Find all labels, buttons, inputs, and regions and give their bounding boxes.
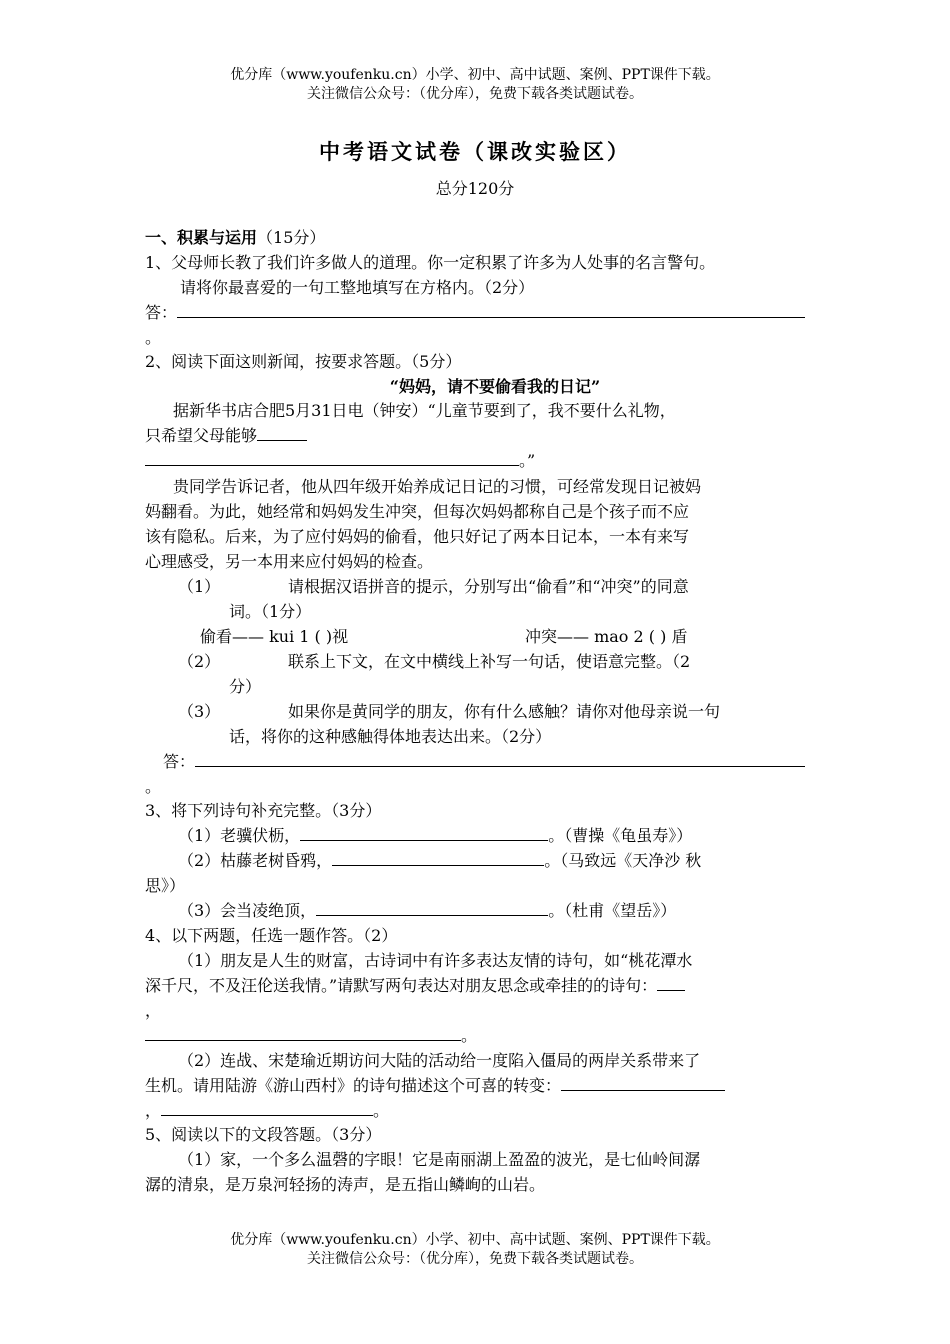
q2-sub1-line-1: 请根据汉语拼音的提示，分别写出“偷看”和“冲突”的同意 [288, 577, 689, 596]
news-p2-line-1: 贵同学告诉记者，他从四年级开始养成记日记的习惯，可经常发现日记被妈 [173, 477, 702, 496]
q4-item-2-line-2 [145, 1074, 725, 1098]
q3-item-3-source: 。（杜甫《望岳》） [548, 901, 677, 920]
pinyin-right: 冲突—— mao 2 ( ) 盾 [525, 627, 688, 646]
q4-item-2-text: 生机。请用陆游《游山西村》的诗句描述这个可喜的转变： [145, 1076, 562, 1095]
q4-item-1-line-1: （1）朋友是人生的财富，古诗词中有许多表达友情的诗句，如“桃花潭水 [178, 951, 693, 970]
q4-intro: 4、以下两题，任选一题作答。（2） [145, 926, 398, 945]
footer-line-2: 关注微信公众号：（优分库），免费下载各类试题试卷。 [307, 1251, 643, 1267]
q4-item-2-comma: ， [145, 1101, 162, 1120]
q3-item-3-blank[interactable] [316, 899, 548, 916]
q4-item-1-blank-a[interactable] [657, 974, 685, 991]
q4-comma: ， [145, 1001, 162, 1020]
q5-p1-line-2: 潺的清泉，是万泉河轻扬的涛声，是五指山鳞峋的山岩。 [145, 1175, 546, 1194]
q2-answer-row [163, 750, 805, 774]
q3-item-2 [178, 849, 701, 873]
q2-end-mark: 。 [145, 777, 162, 796]
q4-item-1-end: 。 [461, 1026, 478, 1045]
q4-item-1-blank-b[interactable] [145, 1024, 461, 1041]
q3-item-1-source: 。（曹操《龟虽寿》） [548, 826, 693, 845]
q3-item-2-cont: 思》） [145, 876, 186, 895]
news-p2-line-4: 心理感受，另一本用来应付妈妈的检查。 [145, 552, 434, 571]
total-score: 总分120分 [435, 179, 515, 198]
q3-item-3-text: （3）会当凌绝顶， [178, 901, 317, 920]
news-p1-line-3 [145, 449, 535, 473]
news-p2-line-3: 该有隐私。后来，为了应付妈妈的偷看，他只好记了两本日记本，一本有来写 [145, 527, 690, 546]
q4-item-2-line-1: （2）连战、宋楚瑜近期访问大陆的活动给一度陷入僵局的两岸关系带来了 [178, 1051, 701, 1070]
q2-sub2-line-2: 分） [229, 677, 262, 696]
q3-item-2-source: 。（马致远《天净沙 秋 [544, 851, 702, 870]
q2-answer-label: 答： [163, 752, 196, 771]
news-p1-text: 只希望父母能够 [145, 426, 258, 445]
q1-line-2: 请将你最喜爱的一句工整地填写在方格内。（2分） [180, 278, 535, 297]
q2-sub1-num: （1） [178, 577, 221, 596]
q4-item-1-text: 深千尺，不及汪伦送我情。”请默写两句表达对朋友思念或牵挂的的诗句： [145, 976, 658, 995]
q1-end-mark: 。 [145, 328, 162, 347]
q4-item-2-line-3 [145, 1099, 389, 1123]
news-p1-line-2 [145, 424, 307, 448]
q2-sub3-line-1: 如果你是黄同学的朋友，你有什么感触？请你对他母亲说一句 [288, 702, 721, 721]
q2-sub3-num: （3） [178, 702, 221, 721]
q2-sub3-line-2: 话，将你的这种感触得体地表达出来。（2分） [229, 727, 552, 746]
q3-item-3 [178, 899, 676, 923]
q4-item-1-line-2 [145, 974, 685, 998]
news-p1-end: 。” [519, 451, 536, 470]
q3-item-2-text: （2）枯藤老树昏鸦， [178, 851, 333, 870]
q4-item-2-blank-a[interactable] [561, 1074, 725, 1091]
q3-item-1-blank[interactable] [300, 824, 548, 841]
q1-answer-row [145, 301, 805, 325]
q1-line-1: 1、父母师长教了我们许多做人的道理。你一定积累了许多为人处事的名言警句。 [145, 253, 716, 272]
news-p1-line-1: 据新华书店合肥5月31日电（钟安）“儿童节要到了，我不要什么礼物， [173, 401, 676, 420]
q3-item-1-text: （1）老骥伏枥， [178, 826, 301, 845]
section-points: （15分） [257, 228, 326, 247]
q2-sub1-line-2: 词。（1分） [229, 602, 312, 621]
news-p2-line-2: 妈翻看。为此，她经常和妈妈发生冲突，但每次妈妈都称自己是个孩子而不应 [145, 502, 690, 521]
q3-intro: 3、将下列诗句补充完整。（3分） [145, 801, 382, 820]
q2-answer-blank[interactable] [195, 750, 805, 767]
header-line-2: 关注微信公众号：（优分库），免费下载各类试题试卷。 [307, 86, 643, 102]
news-blank-long[interactable] [145, 449, 519, 466]
q4-item-2-blank-b[interactable] [161, 1099, 373, 1116]
q3-item-2-blank[interactable] [332, 849, 544, 866]
q2-sub2-num: （2） [178, 652, 221, 671]
header-line-1: 优分库（www.youfenku.cn）小学、初中、高中试题、案例、PPT课件下载。 [230, 67, 720, 83]
section-heading [145, 226, 325, 250]
footer-line-1: 优分库（www.youfenku.cn）小学、初中、高中试题、案例、PPT课件下载。 [230, 1232, 720, 1248]
news-blank-short[interactable] [257, 424, 307, 441]
news-title: “妈妈，请不要偷看我的日记” [389, 377, 601, 396]
q2-intro: 2、阅读下面这则新闻，按要求答题。（5分） [145, 352, 462, 371]
q5-p1-line-1: （1）家，一个多么温磬的字眼！它是南丽湖上盈盈的波光，是七仙岭间潺 [178, 1150, 701, 1169]
q1-answer-label: 答： [145, 303, 178, 322]
q4-item-2-end: 。 [373, 1101, 390, 1120]
pinyin-left: 偷看—— kui 1 ( )视 [200, 627, 349, 646]
q3-item-1 [178, 824, 692, 848]
q5-intro: 5、阅读以下的文段答题。（3分） [145, 1125, 382, 1144]
q2-sub2-line-1: 联系上下文，在文中横线上补写一句话，使语意完整。（2 [288, 652, 691, 671]
section-title: 一、积累与运用 [145, 228, 258, 247]
q1-answer-blank[interactable] [177, 301, 805, 318]
q4-item-1-line-3 [145, 1024, 477, 1048]
page-title: 中考语文试卷（课改实验区） [319, 139, 631, 164]
